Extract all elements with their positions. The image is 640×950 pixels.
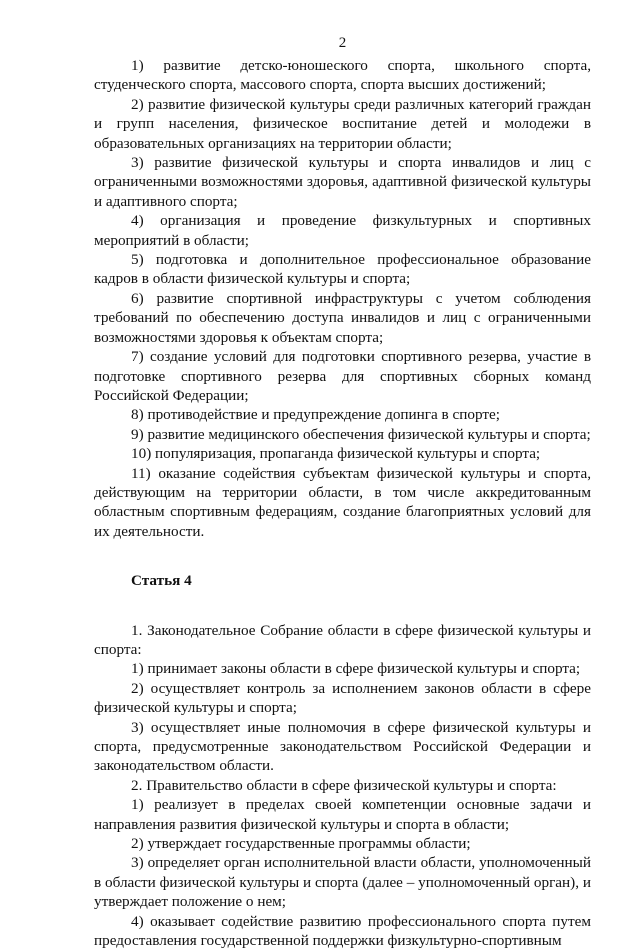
- article-heading: Статья 4: [131, 572, 192, 590]
- article-paragraph-2: 1) принимает законы области в сфере физической культуры и спорта;: [131, 660, 581, 678]
- article-paragraph-8: 3) определяет орган исполнительной власти области, уполномоченный в области физической культуры и спорта (далее – уполномоченный орган), и утверждает положение о нем;: [94, 854, 591, 911]
- list-item-5: 5) подготовка и дополнительное профессиональное образование кадров в области физической культуры и спорта;: [94, 251, 591, 288]
- article-paragraph-4: 3) осуществляет иные полномочия в сфере физической культуры и спорта, предусмотренные законодательством Российской Федерации и законодательством области.: [94, 718, 591, 775]
- list-item-4: 4) организация и проведение физкультурных и спортивных мероприятий в области;: [94, 212, 591, 249]
- article-paragraph-5: 2. Правительство области в сфере физической культуры и спорта:: [131, 776, 557, 794]
- article-paragraph-1: 1. Законодательное Собрание области в сфере физической культуры и спорта:: [94, 621, 591, 658]
- article-paragraph-9: 4) оказывает содействие развитию профессионального спорта путем предоставления государственной поддержки физкультурно-спортивным: [94, 912, 591, 950]
- list-item-9: 9) развитие медицинского обеспечения физической культуры и спорта;: [131, 425, 591, 443]
- page-number: 2: [338, 35, 347, 51]
- list-item-2: 2) развитие физической культуры среди различных категорий граждан и групп населения, физическое воспитание детей и молодежи в образовательных организациях на территории области;: [94, 95, 591, 152]
- article-paragraph-6: 1) реализует в пределах своей компетенции основные задачи и направления развития физической культуры и спорта в области;: [94, 796, 591, 833]
- list-item-11: 11) оказание содействия субъектам физической культуры и спорта, действующим на территории области, в том числе аккредитованным областным спортивным федерациям, создание благоприятных условий для их деятельности.: [94, 464, 591, 540]
- list-item-3: 3) развитие физической культуры и спорта инвалидов и лиц с ограниченными возможностями здоровья, адаптивной физической культуры и адаптивного спорта;: [94, 154, 591, 210]
- list-item-6: 6) развитие спортивной инфраструктуры с учетом соблюдения требований по обеспечению доступа инвалидов и лиц с ограниченными возможностями здоровья к объектам спорта;: [94, 289, 591, 346]
- list-item-7: 7) создание условий для подготовки спортивного резерва, участие в подготовке спортивного резерва для спортивных сборных команд Российской Федерации;: [94, 348, 591, 404]
- article-paragraph-7: 2) утверждает государственные программы области;: [131, 835, 471, 853]
- list-item-8: 8) противодействие и предупреждение допинга в спорте;: [131, 406, 500, 424]
- document-body: [94, 56, 591, 950]
- list-item-10: 10) популяризация, пропаганда физической культуры и спорта;: [131, 445, 541, 463]
- list-item-1: 1) развитие детско-юношеского спорта, школьного спорта, студенческого спорта, массового спорта, спорта высших достижений;: [94, 57, 591, 94]
- article-paragraph-3: 2) осуществляет контроль за исполнением законов области в сфере физической культуры и спорта;: [94, 679, 591, 717]
